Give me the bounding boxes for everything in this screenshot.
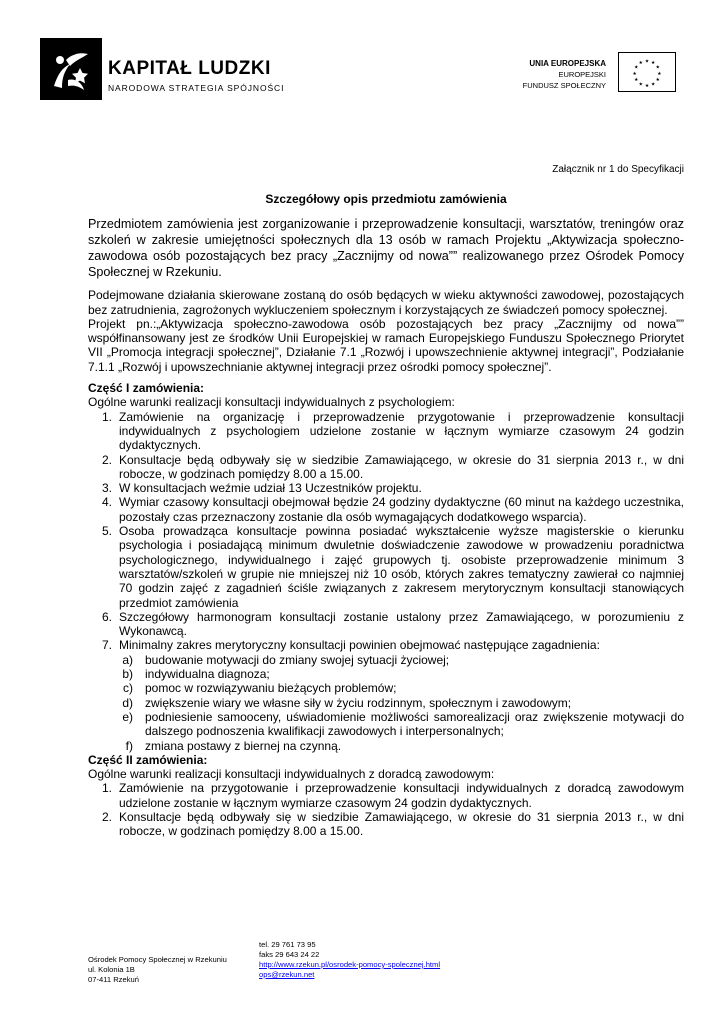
- svg-text:★: ★: [655, 78, 660, 84]
- intro-paragraph: Przedmiotem zamówienia jest zorganizowanie i przeprowadzenie konsultacji, warsztatów, treningów oraz szkoleń w zakresie umiejętności społecznych dla 13 osób w ramach Projektu „Aktywizacja społeczno-zawodowa osób pozostających bez pracy „Zacznijmy od nowa”” realizowanego przez Ośrodek Pomocy Społecznej w Rzekuniu.: [88, 217, 684, 280]
- item-text: Szczegółowy harmonogram konsultacji zostanie ustalony przez Zamawiającego, w porozumieniu z Wykonawcą.: [119, 609, 684, 639]
- item-text: zmiana postawy z biernej na czynną.: [145, 738, 342, 753]
- item-text: Konsultacje będą odbywały się w siedzibie Zamawiającego, w okresie do 31 sierpnia 2013 r., w dni robocze, w godzinach pomiędzy 8.00 a 15.00.: [119, 809, 684, 839]
- document-body: [88, 192, 684, 839]
- item-number: 2.: [101, 452, 112, 467]
- part2-title: Część II zamówienia:: [88, 752, 208, 767]
- footer-email-link[interactable]: ops@rzekun.net: [259, 970, 315, 979]
- footer-address-line2: 07-411 Rzekuń: [88, 975, 139, 984]
- logo-title: KAPITAŁ LUDZKI: [108, 58, 271, 79]
- kapital-ludzki-logo-icon: [40, 38, 102, 100]
- item-text: Konsultacje będą odbywały się w siedzibie Zamawiającego, w okresie do 31 sierpnia 2013 r., w dni robocze, w godzinach pomiędzy 8.00 a 15.00.: [119, 452, 684, 481]
- footer-org-name: Ośrodek Pomocy Społecznej w Rzekuniu: [88, 955, 227, 964]
- list-item: [88, 524, 684, 610]
- sub-list-item: [88, 696, 684, 710]
- eu-line2: EUROPEJSKI: [558, 70, 606, 79]
- eu-flag-icon: [618, 52, 676, 92]
- svg-text:★: ★: [651, 61, 656, 67]
- page-header: [0, 0, 724, 110]
- svg-text:★: ★: [655, 65, 660, 71]
- footer-tel: tel. 29 761 73 95: [259, 940, 316, 949]
- svg-text:★: ★: [657, 71, 662, 77]
- eu-line3: FUNDUSZ SPOŁECZNY: [522, 81, 606, 90]
- item-number: 2.: [101, 809, 112, 824]
- list-item: [88, 781, 684, 810]
- item-letter: e): [122, 709, 133, 724]
- item-number: 1.: [101, 781, 112, 796]
- svg-text:★: ★: [634, 65, 639, 71]
- part1-list: [88, 410, 684, 653]
- sub-list-item: [88, 653, 684, 667]
- item-text: Zamówienie na przygotowanie i przeprowadzenie konsultacji indywidualnych z doradcą zawodowym udzielone zostanie w łącznym wymiarze czasowym 24 godzin dydaktycznych.: [119, 781, 684, 810]
- svg-text:★: ★: [634, 78, 639, 84]
- footer-fax: faks 29 643 24 22: [259, 950, 320, 959]
- item-text: Zamówienie na organizację i przeprowadzenie przygotowanie i przeprowadzenie konsultacji indywidualnych z psychologiem udzielone zostanie w łącznym wymiarze czasowym 24 godzin dydaktycznych.: [119, 409, 684, 453]
- item-text: W konsultacjach weźmie udział 13 Uczestników projektu.: [119, 481, 422, 496]
- footer-website-link[interactable]: http://www.rzekun.pl/osrodek-pomocy-spolecznej.html: [259, 960, 441, 969]
- footer-address: [88, 955, 227, 985]
- item-text: Osoba prowadząca konsultacje powinna posiadać wykształcenie wyższe magisterskie o kierunku psychologia i posiadającą minimum dwuletnie doświadczenie zawodowe w prowadzeniu poradnictwa psychologicznego, indywidualnego i zajęć grupowych tj. osobiste przeprowadzenie minimum 3 warsztatów/szkoleń w grupie nie mniejszej niż 10 osób, których zakres tematyczny zawierał co najmniej 70 godzin zajęć z zagadnień ściśle związanych z zakresem merytorycznym konsultacji stanowiących przedmiot zamówienia: [119, 524, 684, 610]
- svg-text:★: ★: [638, 82, 643, 88]
- document-title: Szczegółowy opis przedmiotu zamówienia: [265, 192, 507, 206]
- svg-text:★: ★: [644, 59, 650, 65]
- item-text: Minimalny zakres merytoryczny konsultacji powinien obejmować następujące zagadnienia:: [119, 638, 600, 653]
- footer-contact: [259, 940, 440, 980]
- item-number: 5.: [101, 524, 112, 539]
- item-text: zwiększenie wiary we własne siły w życiu rodzinnym, społecznym i zawodowym;: [145, 695, 572, 710]
- eu-text: [523, 58, 606, 91]
- part2-list: [88, 781, 684, 838]
- list-item: [88, 810, 684, 839]
- sub-list-item: [88, 681, 684, 695]
- item-text: Wymiar czasowy konsultacji obejmował będzie 24 godziny dydaktyczne (60 minut na każdego uczestnika, pozostały czas przeznaczony zostanie dla osób wymagających dodatkowego wsparcia).: [119, 495, 684, 524]
- item-text: podniesienie samooceny, uświadomienie możliwości samorealizacji oraz zwiększenie motywacji do dalszego podnoszenia kwalifikacji zawodowych i interpersonalnych;: [145, 709, 684, 739]
- part2-subtitle: Ogólne warunki realizacji konsultacji indywidualnych z doradcą zawodowym:: [88, 767, 495, 782]
- attachment-label: Załącznik nr 1 do Specyfikacji: [552, 164, 684, 175]
- svg-text:★: ★: [632, 71, 637, 77]
- eu-line1: UNIA EUROPEJSKA: [529, 59, 606, 68]
- item-letter: c): [123, 681, 133, 696]
- part1-sublist: [88, 653, 684, 753]
- item-text: pomoc w rozwiązywaniu bieżących problemów;: [145, 681, 397, 696]
- svg-text:★: ★: [638, 61, 643, 67]
- list-item: [88, 453, 684, 482]
- sub-list-item: [88, 710, 684, 739]
- item-letter: b): [122, 667, 133, 682]
- list-item: [88, 495, 684, 524]
- item-letter: f): [125, 738, 133, 753]
- sub-list-item: [88, 667, 684, 681]
- part1-subtitle: Ogólne warunki realizacji konsultacji indywidualnych z psychologiem:: [88, 395, 455, 410]
- footer-address-line1: ul. Kolonia 1B: [88, 965, 135, 974]
- item-letter: d): [122, 695, 133, 710]
- project-funding-paragraph: Projekt pn.:„Aktywizacja społeczno-zawodowa osób pozostających bez pracy „Zacznijmy od nowa”” współfinansowany jest ze środków Unii Europejskiej w ramach Europejskiego Funduszu Społecznego Priorytet VII „Promocja integracji społecznej”, Działanie 7.1 „Rozwój i upowszechnienie aktywnej integracji”, Podziałanie 7.1.1 „Rozwój i upowszechnianie aktywnej integracji przez ośrodki pomocy społecznej”.: [88, 316, 684, 374]
- logo-subtitle: NARODOWA STRATEGIA SPÓJNOŚCI: [108, 83, 285, 93]
- item-text: budowanie motywacji do zmiany swojej sytuacji życiowej;: [145, 652, 450, 667]
- target-group-paragraph: Podejmowane działania skierowane zostaną do osób będących w wieku aktywności zawodowej, pozostających bez zatrudnienia, zagrożonych wykluczeniem społecznym i korzystających ze świadczeń pomocy społecznej.: [88, 288, 684, 317]
- item-number: 7.: [101, 638, 112, 653]
- svg-text:★: ★: [651, 82, 656, 88]
- list-item: [88, 610, 684, 639]
- list-item: [88, 481, 684, 495]
- item-number: 3.: [101, 481, 112, 496]
- item-number: 6.: [101, 609, 112, 624]
- sub-list-item: [88, 739, 684, 753]
- item-letter: a): [122, 652, 133, 667]
- item-number: 4.: [101, 495, 112, 510]
- part1-title: Część I zamówienia:: [88, 381, 205, 396]
- svg-text:★: ★: [644, 84, 650, 90]
- list-item: [88, 638, 684, 652]
- item-number: 1.: [101, 409, 112, 424]
- item-text: indywidualna diagnoza;: [145, 667, 270, 682]
- list-item: [88, 410, 684, 453]
